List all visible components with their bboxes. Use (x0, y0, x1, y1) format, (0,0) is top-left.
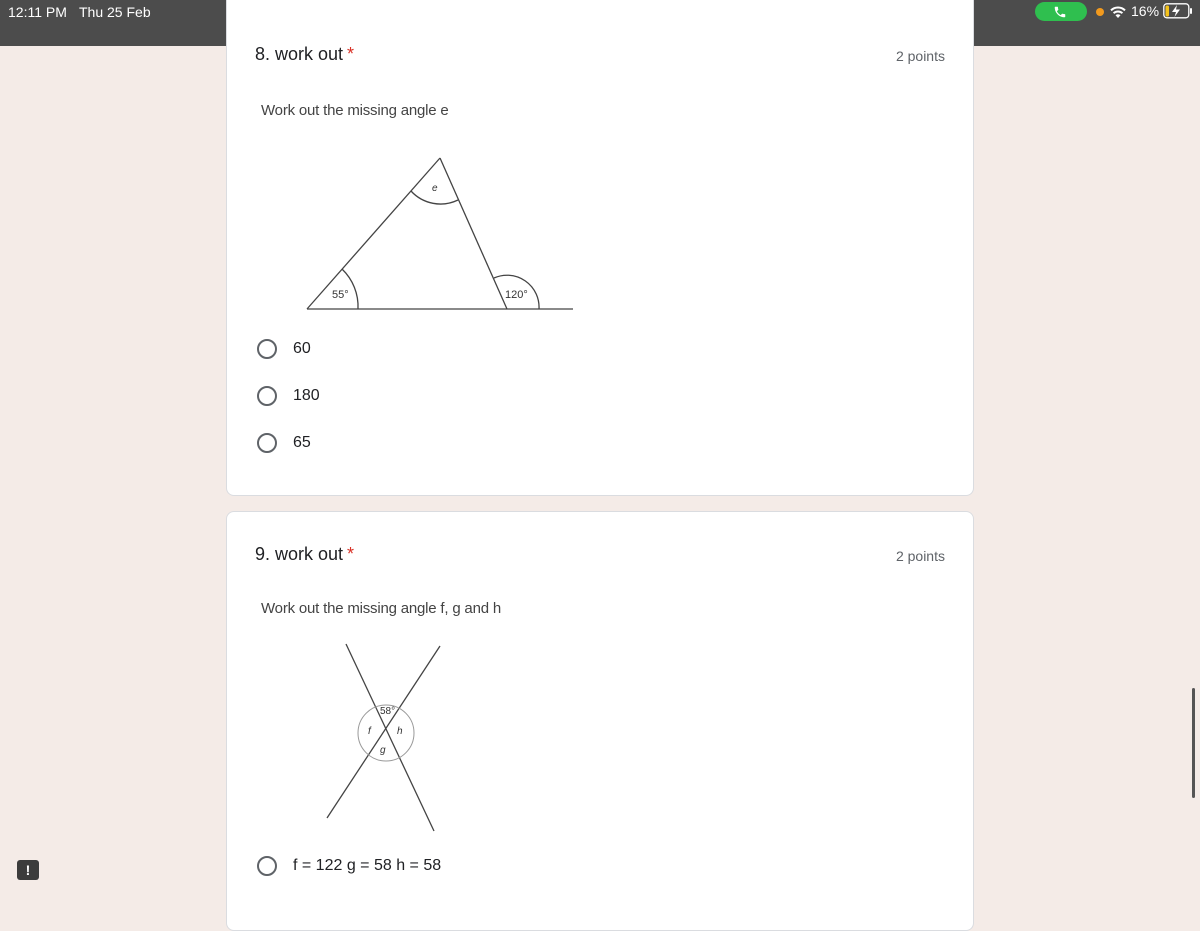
status-time: 12:11 PM (8, 4, 67, 20)
question-card-8 (226, 0, 974, 496)
required-asterisk: * (347, 544, 355, 564)
question-card-9 (226, 511, 974, 931)
scrollbar[interactable] (1192, 688, 1195, 798)
question-points: 2 points (895, 48, 945, 64)
answer-option-180[interactable] (257, 386, 657, 410)
question-prompt: Work out the missing angle e (261, 102, 449, 119)
radio-button[interactable] (257, 386, 277, 406)
question-points: 2 points (895, 548, 945, 564)
angle-label-g: g (380, 745, 386, 756)
option-label: f = 122 g = 58 h = 58 (293, 857, 442, 874)
active-call-pill[interactable] (1035, 2, 1087, 21)
question-title-text: 9. work out (255, 544, 344, 564)
required-asterisk: * (347, 44, 355, 64)
option-label: 65 (293, 434, 311, 451)
radio-button[interactable] (257, 433, 277, 453)
wifi-icon (1109, 4, 1127, 20)
alert-badge[interactable]: ! (17, 860, 39, 880)
question-title (255, 544, 354, 565)
angle-label-58: 58° (380, 706, 396, 717)
option-label: 180 (293, 387, 320, 404)
triangle-diagram (295, 148, 585, 318)
phone-icon (1053, 5, 1067, 19)
question-title-text: 8. work out (255, 44, 344, 64)
question-title (255, 44, 354, 65)
battery-charging-icon (1163, 3, 1193, 19)
status-date: Thu 25 Feb (79, 4, 151, 20)
angle-label-h: h (397, 726, 403, 737)
angle-label-e: e (432, 183, 438, 194)
answer-option-60[interactable] (257, 339, 657, 363)
answer-option-65[interactable] (257, 433, 657, 457)
angle-label-55: 55° (332, 289, 349, 301)
battery-percent: 16% (1131, 3, 1160, 19)
radio-button[interactable] (257, 856, 277, 876)
angle-label-120: 120° (505, 289, 528, 301)
mic-indicator-dot (1096, 8, 1104, 16)
option-label: 60 (293, 340, 311, 357)
intersecting-lines-diagram (317, 638, 457, 838)
question-prompt: Work out the missing angle f, g and h (261, 600, 501, 617)
answer-option-f122-g58-h58[interactable] (257, 856, 657, 880)
radio-button[interactable] (257, 339, 277, 359)
angle-label-f: f (368, 726, 371, 737)
